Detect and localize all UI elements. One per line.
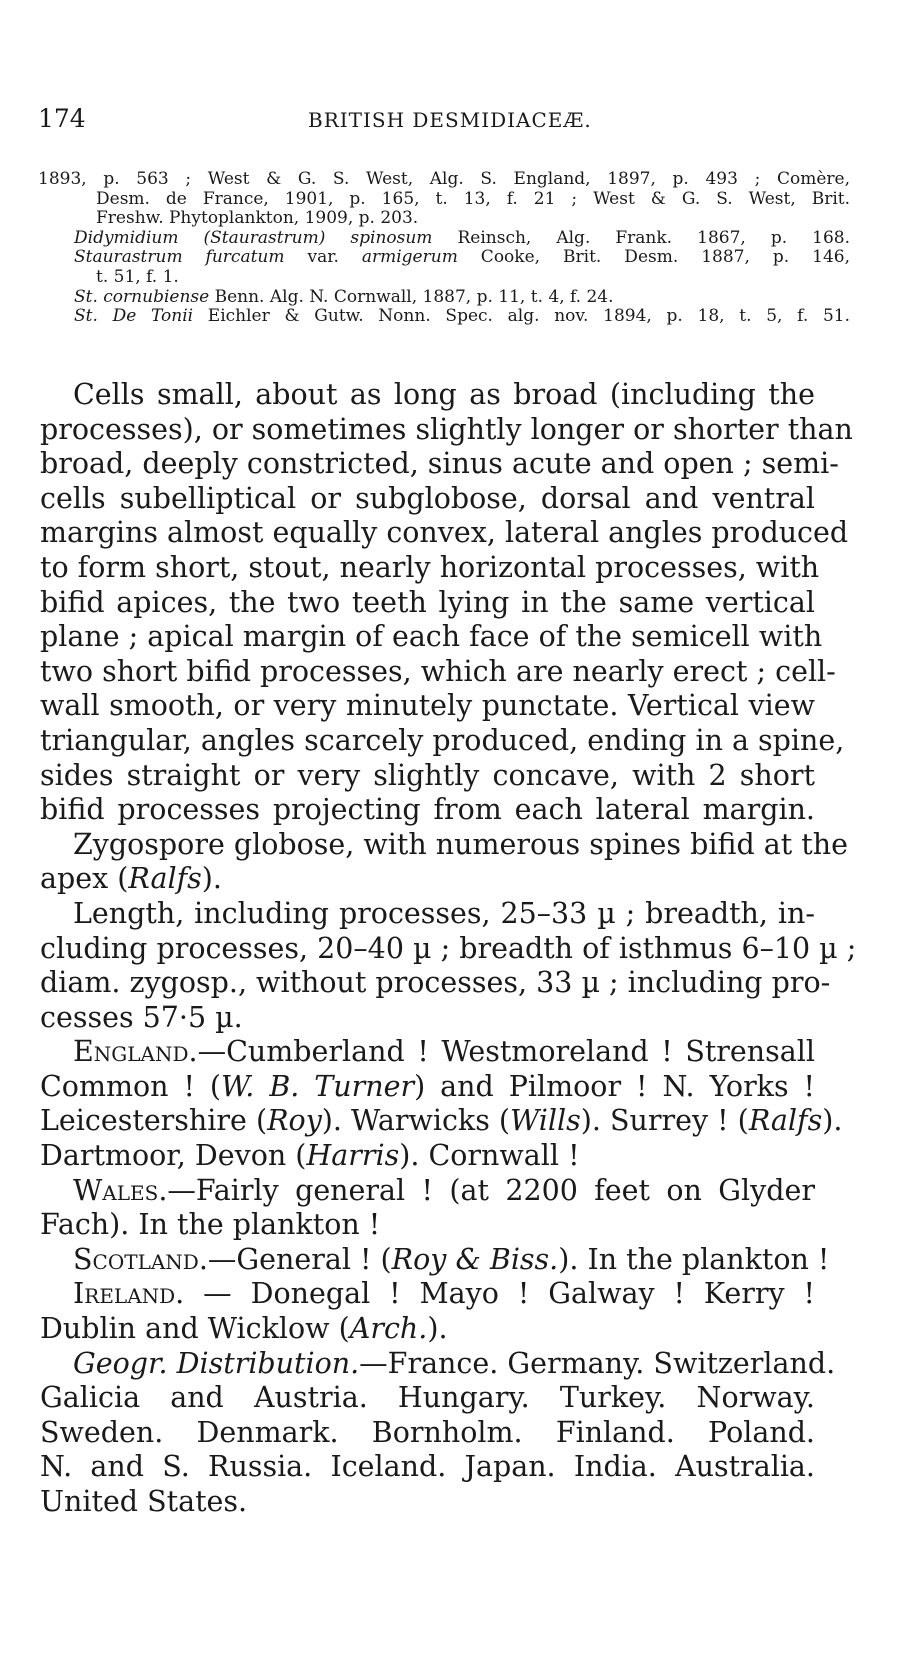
text-run: Fach). In the plankton ! [40, 1208, 381, 1242]
body-line [40, 1416, 815, 1451]
body-line [40, 412, 853, 448]
italic-text: St. De Tonii [74, 306, 194, 327]
text-run: United States. [40, 1485, 248, 1518]
text-run: ). [427, 1312, 448, 1346]
text-run: Galicia and Austria. Hungary. Turkey. Norway. [40, 1381, 815, 1415]
text-run: Eichler & Gutw. Nonn. Spec. alg. nov. 1894, p. 18, t. 5, f. 51. [193, 306, 850, 327]
body-line [40, 1208, 815, 1243]
text-run: Cooke, Brit. Desm. 1887, p. 146, [457, 247, 850, 268]
text-run: ). Surrey ! ( [580, 1104, 749, 1138]
text-run: bifid apices, the two teeth lying in the same vertical [40, 585, 815, 619]
italic-text: Roy & Biss. [391, 1242, 559, 1276]
body-line [40, 1001, 815, 1036]
synonymy-line [38, 190, 850, 210]
text-run: Dartmoor, Devon ( [40, 1139, 307, 1173]
text-run: cesses 57·5 µ. [40, 1000, 243, 1034]
italic-text: W. B. Turner [221, 1069, 415, 1103]
text-run: ). Cornwall ! [399, 1139, 580, 1173]
text-run: Sweden. Denmark. Bornholm. Finland. Poland. [40, 1415, 815, 1449]
text-run: wall smooth, or very minutely punctate. Vertical view [40, 689, 815, 723]
text-run: var. [284, 247, 362, 268]
body-line [40, 1139, 815, 1174]
synonymy-line [38, 248, 850, 268]
body-line [40, 897, 815, 932]
text-run: Desm. de France, 1901, p. 165, t. 13, f. 21 ; West & G. S. West, Brit. [96, 188, 850, 209]
text-run: cluding processes, 20–40 µ ; breadth of isthmus 6–10 µ ; [40, 931, 857, 965]
text-run: sides straight or very slightly concave, with 2 short [40, 758, 815, 792]
body-line [40, 1070, 815, 1105]
body-line [40, 550, 820, 586]
body-line [40, 1035, 815, 1070]
text-run: Dublin and Wicklow ( [40, 1312, 350, 1346]
text-run: apex ( [40, 862, 129, 896]
page-number: 174 [38, 104, 86, 133]
synonymy-line [38, 268, 850, 288]
text-run: plane ; apical margin of each face of the semicell with [40, 620, 823, 654]
text-run: 1893, p. 563 ; West & G. S. West, Alg. S. England, 1897, p. 493 ; Comère, [38, 169, 850, 189]
text-run: Benn. Alg. N. Cornwall, 1887, p. 11, t. 4, f. 24. [209, 286, 614, 307]
text-run: broad, deeply constricted, sinus acute and open ; semi- [40, 447, 839, 481]
text-run: Freshw. Phytoplankton, 1909, p. 203. [96, 208, 419, 229]
body-line [40, 1381, 815, 1416]
text-run: Common ! ( [40, 1069, 221, 1103]
body-line [40, 1450, 815, 1485]
body-line [40, 759, 815, 794]
body-line [40, 1346, 836, 1382]
italic-text: St. cornubiense [74, 286, 210, 307]
italic-text: Ralfs [128, 862, 202, 896]
italic-text: Staurastrum furcatum [74, 247, 285, 268]
synonymy-line [38, 209, 850, 229]
body-line [40, 516, 849, 551]
text-run: Leicestershire ( [40, 1104, 268, 1138]
body-line [40, 654, 836, 690]
text-run: — Donegal ! Mayo ! Galway ! Kerry ! [184, 1277, 815, 1311]
text-run: t. 51, f. 1. [96, 266, 179, 287]
text-run: bifid processes projecting from each lateral margin. [40, 793, 815, 827]
body-line [40, 966, 831, 1001]
body-line [40, 1242, 830, 1278]
region-heading: Wales. [73, 1173, 168, 1207]
body-line [40, 723, 845, 759]
text-run: Length, including processes, 25–33 µ ; breadth, in- [73, 896, 815, 930]
text-run: —Fairly general ! (at 2200 feet on Glyder [167, 1173, 815, 1207]
text-run: ). In the plankton ! [558, 1242, 830, 1276]
text-run: —France. Germany. Switzerland. [359, 1346, 836, 1380]
text-run: processes), or sometimes slightly longer or shorter than [40, 412, 853, 446]
body-line [40, 586, 815, 621]
text-run: Cells small, about as long as broad (including the [73, 378, 815, 411]
text-run: Zygospore globose, with numerous spines bifid at the [73, 827, 848, 861]
body-line [40, 378, 815, 413]
synonymy-block [38, 170, 850, 327]
body-line [40, 620, 823, 655]
body-line [40, 931, 857, 967]
text-run: N. and S. Russia. Iceland. Japan. India. Australia. [40, 1450, 815, 1484]
body-line [40, 827, 848, 863]
synonymy-line [38, 288, 850, 308]
body-line [40, 1485, 815, 1520]
text-run: ) and Pilmoor ! N. Yorks ! [414, 1069, 815, 1103]
text-run: —General ! ( [207, 1242, 392, 1276]
text-run: triangular, angles scarcely produced, ending in a spine, [40, 723, 845, 757]
description-text [40, 378, 857, 1520]
synonymy-line [38, 307, 850, 327]
italic-text: Roy [267, 1104, 322, 1138]
body-line [40, 1174, 815, 1209]
region-heading: England. [73, 1035, 198, 1069]
text-run: Reinsch, Alg. Frank. 1867, p. 168. [432, 227, 850, 248]
text-run: ). Warwicks ( [321, 1104, 511, 1138]
body-line [40, 689, 815, 724]
body-line [40, 1104, 843, 1139]
synonymy-line [38, 170, 850, 190]
region-heading: Scotland. [73, 1242, 208, 1276]
body-line [40, 482, 815, 517]
body-line [40, 1312, 815, 1347]
synonymy-line [38, 229, 850, 249]
body-line [40, 862, 815, 897]
italic-text: Geogr. Distribution. [73, 1346, 360, 1380]
body-line [40, 793, 815, 828]
text-run: two short bifid processes, which are nearly erect ; cell- [40, 654, 836, 688]
text-run: margins almost equally convex, lateral angles produced [40, 516, 849, 550]
italic-text: armigerum [361, 247, 458, 268]
text-run: cells subelliptical or subglobose, dorsal and ventral [40, 481, 815, 515]
region-heading: Ireland. [73, 1277, 185, 1311]
text-run: to form short, stout, nearly horizontal processes, with [40, 550, 820, 584]
text-run: ). [822, 1104, 843, 1138]
text-run: —Cumberland ! Westmoreland ! Strensall [197, 1035, 815, 1069]
page-header [38, 104, 858, 138]
italic-text: Arch. [349, 1312, 428, 1346]
text-run: diam. zygosp., without processes, 33 µ ; including pro- [40, 966, 831, 1000]
running-title: BRITISH DESMIDIACEÆ. [308, 108, 592, 132]
body-line [40, 447, 839, 482]
text-run: ). [201, 862, 222, 896]
italic-text: Didymidium (Staurastrum) spinosum [74, 227, 433, 248]
italic-text: Harris [306, 1139, 400, 1173]
body-line [40, 1277, 815, 1312]
italic-text: Ralfs [748, 1104, 823, 1138]
italic-text: Wills [510, 1104, 581, 1138]
